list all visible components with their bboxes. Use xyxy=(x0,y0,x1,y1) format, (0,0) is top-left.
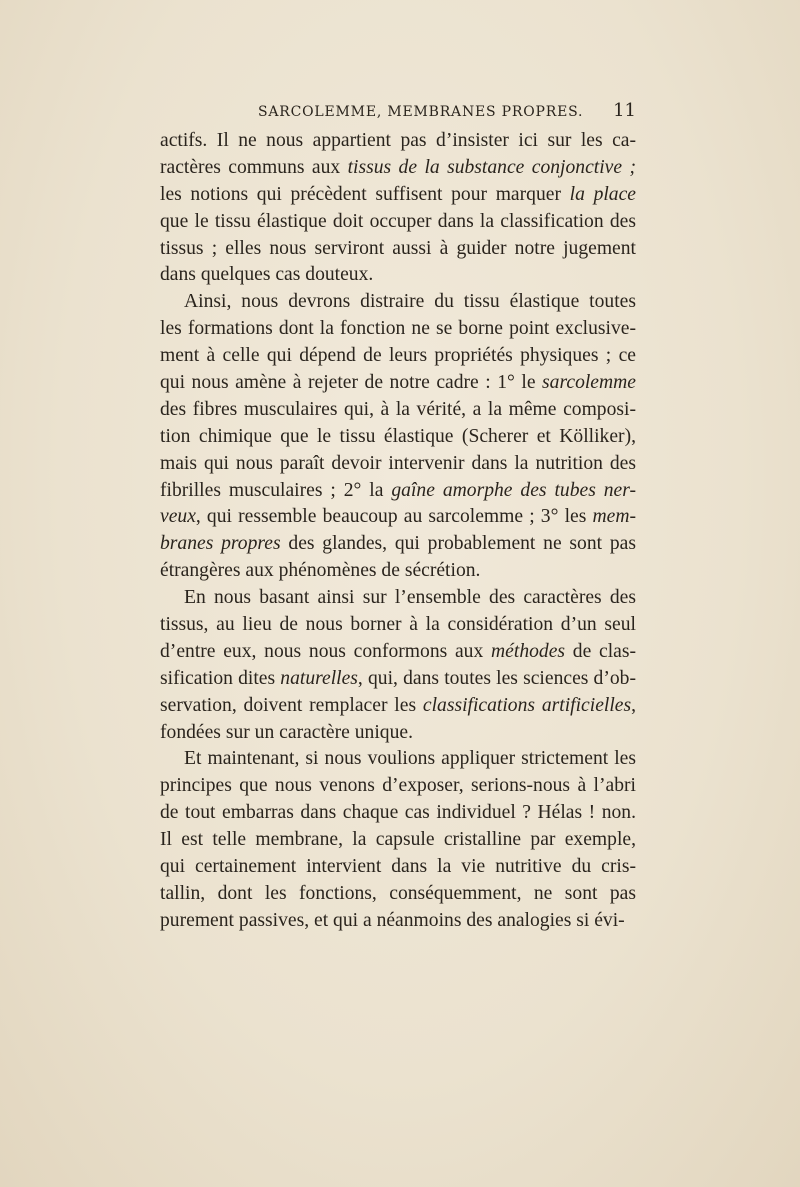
text-line: tissus ; elles nous serviront aussi à guider notre jugement xyxy=(160,237,636,259)
text-line: les formations dont la fonction ne se borne point exclusive- xyxy=(160,318,636,340)
italic-phrase: sarcolemme xyxy=(542,372,636,394)
running-title: SARCOLEMME, MEMBRANES PROPRES. xyxy=(258,104,584,120)
text-line: d’entre eux, nous nous conformons aux méthodes de clas- xyxy=(160,640,637,662)
text-line: fondées sur un caractère unique. xyxy=(160,721,413,743)
text-line: les notions qui précèdent suffisent pour marquer la place xyxy=(160,183,636,205)
text-line: purement passives, et qui a néanmoins des analogies si évi- xyxy=(160,909,625,931)
text-line: En nous basant ainsi sur l’ensemble des caractères des xyxy=(184,587,636,609)
paragraph xyxy=(160,128,636,289)
text-line: tallin, dont les fonctions, conséquemment, ne sont pas xyxy=(160,882,636,904)
italic-phrase: classifications artificielles xyxy=(422,694,632,716)
text-line: actifs. Il ne nous appartient pas d’insister ici sur les ca- xyxy=(160,130,636,151)
text-line: sification dites naturelles, qui, dans toutes les sciences d’ob- xyxy=(160,667,637,689)
text-line: de tout embarras dans chaque cas individuel ? Hélas ! non. xyxy=(160,802,636,824)
italic-phrase: méthodes xyxy=(491,640,566,662)
text-line: fibrilles musculaires ; 2° la gaîne amorphe des tubes ner- xyxy=(160,479,636,501)
page-number: 11 xyxy=(613,100,636,121)
italic-phrase: tissus de la substance conjonctive ; xyxy=(347,156,636,178)
text-line: qui nous amène à rejeter de notre cadre : 1° le sarcolemme xyxy=(160,372,636,394)
text-line: veux, qui ressemble beaucoup au sarcolemme ; 3° les mem- xyxy=(160,506,636,528)
text-line: tissus, au lieu de nous borner à la considération d’un seul xyxy=(160,614,636,636)
paragraph xyxy=(160,746,636,934)
paragraph xyxy=(160,585,636,746)
text-line: principes que nous venons d’exposer, serions-nous à l’abri xyxy=(160,775,636,797)
text-line: qui certainement intervient dans la vie nutritive du cris- xyxy=(160,856,636,878)
text-line: ractères communs aux tissus de la substance conjonctive ; xyxy=(160,156,636,178)
text-line: servation, doivent remplacer les classifications artificielles, xyxy=(160,694,637,716)
italic-phrase: mem- xyxy=(592,506,636,528)
text-line: branes propres des glandes, qui probablement ne sont pas xyxy=(160,533,636,555)
text-line: des fibres musculaires qui, à la vérité, a la même composi- xyxy=(160,398,636,420)
text-line: mais qui nous paraît devoir intervenir dans la nutrition des xyxy=(160,452,636,474)
text-line: Et maintenant, si nous voulions appliquer strictement les xyxy=(184,748,636,770)
text-line: Ainsi, nous devrons distraire du tissu élastique toutes xyxy=(184,291,636,313)
running-head xyxy=(160,100,636,124)
italic-phrase: la place xyxy=(569,183,636,205)
text-line: tion chimique que le tissu élastique (Scherer et Kölliker), xyxy=(160,425,636,447)
text-line: Il est telle membrane, la capsule cristalline par exemple, xyxy=(160,829,636,851)
italic-phrase: gaîne amorphe des tubes ner- xyxy=(391,479,636,501)
text-line: dans quelques cas douteux. xyxy=(160,264,374,286)
text-line: ment à celle qui dépend de leurs propriétés physiques ; ce xyxy=(160,345,636,367)
text-line: que le tissu élastique doit occuper dans la classification des xyxy=(160,210,636,232)
italic-phrase: branes propres xyxy=(160,533,281,555)
paragraph xyxy=(160,289,636,585)
body-text xyxy=(160,128,636,935)
italic-phrase: naturelles xyxy=(280,667,358,689)
text-line: étrangères aux phénomènes de sécrétion. xyxy=(160,560,481,582)
italic-phrase: veux xyxy=(160,506,196,528)
